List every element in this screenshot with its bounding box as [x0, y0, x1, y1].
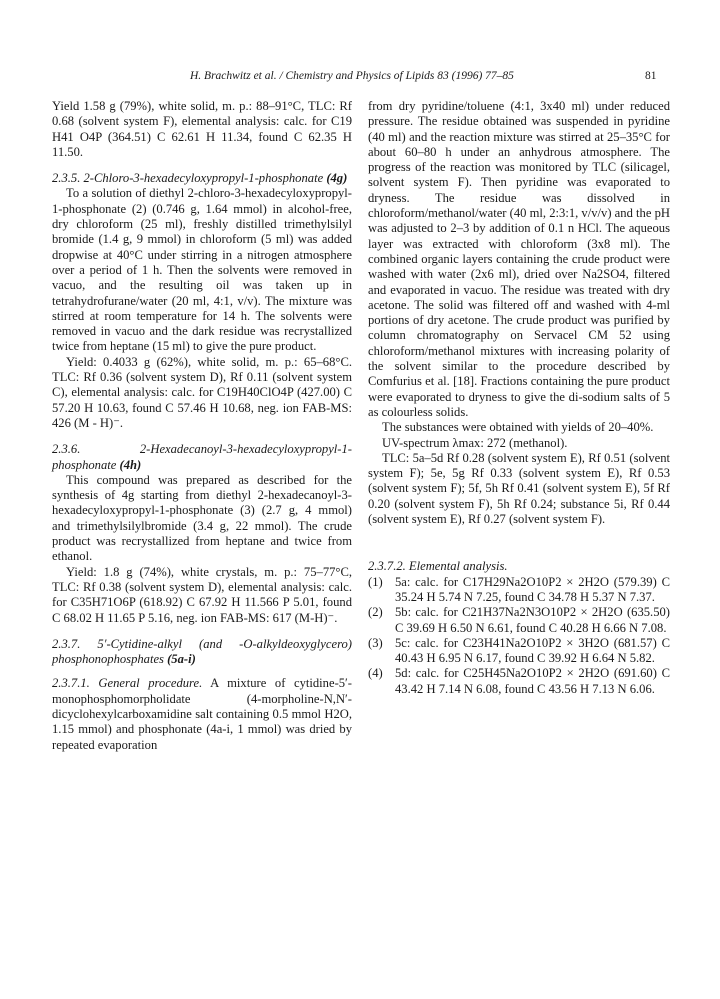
- right-column: [368, 99, 670, 697]
- subsection-heading: 2.3.7.2. Elemental analysis.: [368, 559, 508, 574]
- paragraph: TLC: 5a–5d Rf 0.28 (solvent system E), Rf 0.51 (solvent system F); 5e, 5g Rf 0.33 (solvent system E), Rf 0.53 (solvent system F); 5f, 5h Rf 0.41 (solvent system E), 5f Rf 0.20 (solvent system F), 5h Rf 0.24; substance 5i, Rf 0.44 (solvent system E), Rf 0.27 (solvent system F).: [368, 450, 670, 527]
- paragraph: UV-spectrum λmax: 272 (methanol).: [382, 435, 568, 450]
- running-head: H. Brachwitz et al. / Chemistry and Physics of Lipids 83 (1996) 77–85: [190, 70, 514, 82]
- paragraph: 2.3.7.1. General procedure. A mixture of cytidine-5′-monophosphomorpholidate (4-morpholine-N,N′-dicyclohexylcarboxamidine salt containing 0.5 mmol H2O, 1.15 mmol) and phosphonate (4a-i, 1 mmol) was dried by repeated evaporation: [52, 676, 353, 752]
- section-heading: 2.3.7. 5′-Cytidine-alkyl (and -O-alkyldeoxyglycero) phosphonophosphates (5a-i): [52, 636, 352, 667]
- list-item: (2) 5b: calc. for C21H37Na2N3O10P2 × 2H2O (635.50) C 39.69 H 6.50 N 6.61, found C 40.28 H 6.66 N 7.08.: [368, 605, 670, 635]
- paragraph: Yield: 1.8 g (74%), white crystals, m. p.: 75–77°C, TLC: Rf 0.38 (solvent system D), elemental analysis: calc. for C35H71O6P (618.92) C 67.92 H 11.566 P 5.01, found C 68.02 H 11.65 P 5.16, neg. ion FAB-MS: 617 (M-H)⁻.: [52, 564, 352, 625]
- left-column: [52, 99, 352, 753]
- paragraph: The substances were obtained with yields of 20–40%.: [382, 420, 654, 435]
- page-number: 81: [645, 70, 657, 82]
- paragraph: Yield: 0.4033 g (62%), white solid, m. p.: 65–68°C. TLC: Rf 0.36 (solvent system D), Rf 0.11 (solvent system C), elemental analysis: calc. for C19H40ClO4P (427.00) C 57.20 H 10.63, found C 57.46 H 10.68, neg. ion FAB-MS: 426 (M - H)⁻.: [52, 354, 352, 430]
- section-heading: 2.3.5. 2-Chloro-3-hexadecyloxypropyl-1-phosphonate (4g): [52, 171, 348, 186]
- list-item: (4) 5d: calc. for C25H45Na2O10P2 × 2H2O (691.60) C 43.42 H 7.14 N 6.08, found C 43.56 H 7.13 N 6.06.: [368, 666, 670, 696]
- elemental-analysis-list: [368, 575, 670, 697]
- list-item: (3) 5c: calc. for C23H41Na2O10P2 × 3H2O (681.57) C 40.43 H 6.95 N 6.17, found C 39.92 H 6.64 N 5.82.: [368, 635, 670, 666]
- paragraph: Yield 1.58 g (79%), white solid, m. p.: 88–91°C, TLC: Rf 0.68 (solvent system F), elemental analysis: calc. for C19 H41 O4P (364.51) C 62.61 H 11.34, found C 62.35 H 11.50.: [52, 99, 352, 159]
- list-item: (1) 5a: calc. for C17H29Na2O10P2 × 2H2O (579.39) C 35.24 H 5.74 N 7.25, found C 34.78 H 5.37 N 7.37.: [368, 574, 670, 604]
- paragraph: This compound was prepared as described for the synthesis of 4g starting from diethyl 2-hexadecanoyl-3-hexadecyloxypropyl-1-phosphonate (3) (2.7 g, 4 mmol) and trimethylsilylbromide (3.4 g, 22 mmol). The crude product was recrystallized from heptane and twice from ethanol.: [52, 472, 352, 564]
- paragraph: To a solution of diethyl 2-chloro-3-hexadecyloxypropyl-1-phosphonate (2) (0.746 g, 1.64 mmol) in alcohol-free, dry chloroform (25 ml), freshly distilled trimethylsilyl bromide (1.4 g, 9 mmol) in chloroform (5 ml) was added dropwise at 40°C under stirring in a nitrogen atmosphere over a period of 1 h. Then the solvents were removed in vacuo, and the resulting oil was taken up in tetrahydrofurane/water (20 ml, 4:1, v/v). The mixture was stirred at room temperature for 14 h. The solvents were removed in vacuo and the dark residue was recrystallized twice from heptane (15 ml) to give the pure product.: [52, 186, 352, 354]
- paragraph: from dry pyridine/toluene (4:1, 3x40 ml) under reduced pressure. The residue obtained was suspended in pyridine (40 ml) and the reaction mixture was stirred at 25–35°C for about 60–80 h under an anhydrous atmosphere. The progress of the reaction was monitored by TLC (silicagel, solvent system F). Then pyridine was evaporated to dryness. The residue was dissolved in chloroform/methanol/water (40 ml, 2:3:1, v/v/v) and the pH was adjusted to 2–3 by addition of 0.1 n HCl. The aqueous layer was extracted with chloroform (3x8 ml). The combined organic layers containing the crude product were washed with water (2x6 ml), dried over Na2SO4, filtered and evaporated in vacuo. The residue was treated with dry acetone. The solid was filtered off and washed with 4-ml portions of dry acetone. The crude product was purified by column chromatography on Servacel CM 52 using chloroform/methanol mixtures with increasing polarity of the solvent similar to the procedure described by Comfurius et al. [18]. Fractions containing the pure product were evaporated to dryness to give the di-sodium salts of 5 as colourless solids.: [368, 99, 670, 419]
- subsection-heading: 2.3.7.1. General procedure.: [52, 676, 203, 691]
- running-header: [0, 70, 720, 86]
- section-heading: 2.3.6. 2-Hexadecanoyl-3-hexadecyloxypropyl-1-phosphonate (4h): [52, 442, 352, 472]
